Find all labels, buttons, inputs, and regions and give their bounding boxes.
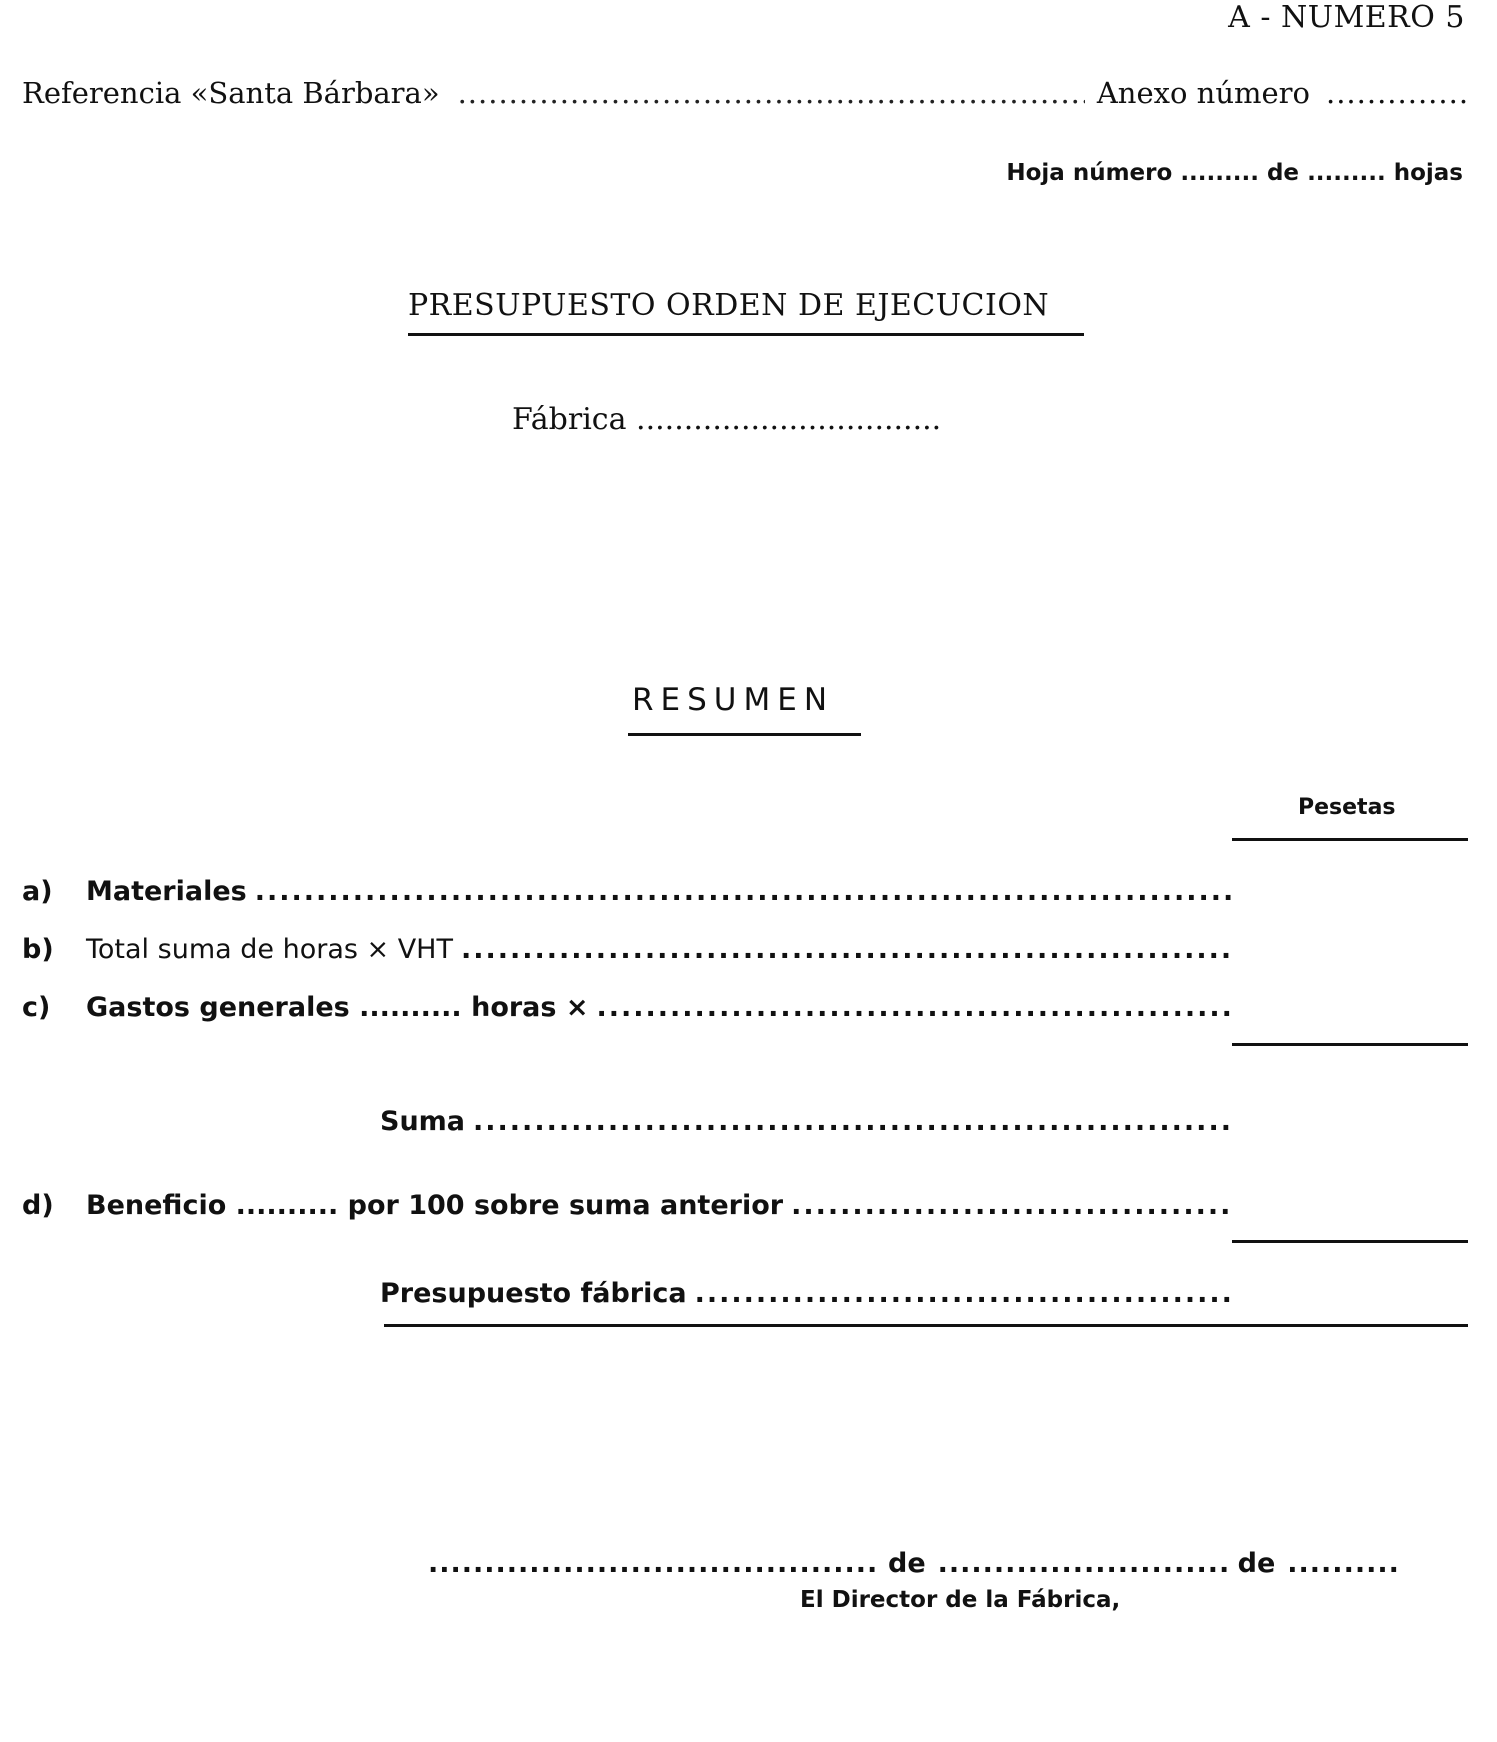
row-label: Beneficio .......... por 100 sobre suma anterior [86,1190,784,1221]
date-de-label: de [1237,1548,1276,1579]
summary-heading-underline [628,733,861,736]
form-number: A - NUMERO 5 [1228,0,1465,35]
reference-field[interactable] [458,76,1085,110]
row-letter: a) [22,876,53,907]
title-underline [408,333,1084,336]
summary-row [22,876,1232,907]
total-row [380,1278,1232,1309]
currency-header-rule [1232,838,1468,841]
profit-row [22,1190,1232,1221]
row-leader-dots [597,992,1233,1023]
summary-heading: RESUMEN [632,682,835,718]
summary-row [22,934,1232,965]
row-leader-dots [473,1106,1232,1137]
annex-label: Anexo número [1096,76,1310,110]
row-leader-dots [461,934,1232,965]
date-line [428,1548,1399,1579]
document-title: PRESUPUESTO ORDEN DE EJECUCION [408,288,1050,323]
total-underline [384,1324,1468,1327]
row-letter: b) [22,934,54,965]
sum-label: Suma [380,1106,466,1137]
factory-line [512,402,941,437]
month-field[interactable] [938,1548,1228,1579]
sheet-number-field[interactable]: ......... [1180,160,1267,186]
row-letter: c) [22,992,51,1023]
sheet-number-line [1006,160,1463,186]
sum-row [380,1106,1232,1137]
signer-title: El Director de la Fábrica, [800,1587,1121,1613]
row-label: Total suma de horas × VHT [86,934,453,965]
reference-line [22,76,1471,110]
annex-number-field[interactable] [1326,76,1471,110]
row-leader-dots [791,1190,1232,1221]
sheet-label: Hoja número [1006,160,1173,186]
subtotal-rule [1232,1043,1468,1046]
row-leader-dots [255,876,1232,907]
factory-label: Fábrica [512,402,627,437]
date-de-label: de [888,1548,926,1579]
factory-field[interactable]: ................................ [636,402,942,437]
currency-column-header: Pesetas [1298,795,1396,820]
summary-row [22,992,1232,1023]
sheet-of-label: de [1266,160,1300,186]
reference-label: Referencia «Santa Bárbara» [22,76,440,110]
year-field[interactable] [1287,1548,1399,1579]
total-label: Presupuesto fábrica [380,1278,687,1309]
profit-rule [1232,1240,1468,1243]
row-leader-dots [695,1278,1232,1309]
sheet-suffix-label: hojas [1393,160,1463,186]
row-label: Materiales [86,876,247,907]
row-letter: d) [22,1190,54,1221]
place-field[interactable] [428,1548,878,1579]
sheet-total-field[interactable]: ......... [1307,160,1394,186]
row-label: Gastos generales .......... horas × [86,992,589,1023]
